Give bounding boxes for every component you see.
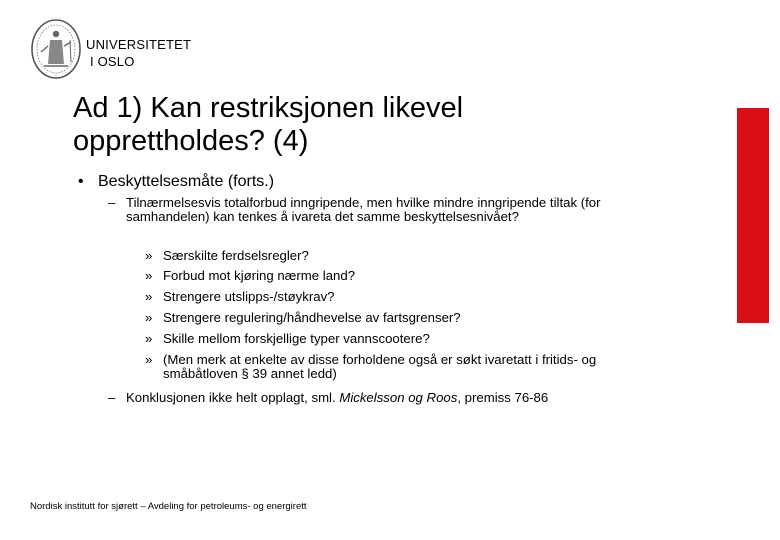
sub-marker: » bbox=[145, 289, 153, 304]
sub-item-3 bbox=[145, 290, 635, 304]
university-name-line2: I OSLO bbox=[90, 54, 135, 69]
footer-text: Nordisk institutt for sjørett – Avdeling for petroleums- og energirett bbox=[30, 501, 307, 512]
dash-item-1 bbox=[108, 196, 628, 223]
sub-item-2-text: Forbud mot kjøring nærme land? bbox=[163, 268, 356, 283]
dash-item-2-text-end: , premiss 76-86 bbox=[457, 390, 549, 405]
sub-item-6-text: (Men merk at enkelte av disse forholdene også er søkt ivaretatt i fritids- og småbåtloven § 39 annet ledd) bbox=[163, 352, 597, 381]
sub-marker: » bbox=[145, 268, 153, 283]
sub-item-4-text: Strengere regulering/håndhevelse av fartsgrenser? bbox=[163, 310, 461, 325]
bullet-item bbox=[78, 172, 274, 191]
dash-marker: – bbox=[108, 195, 116, 210]
sub-item-4 bbox=[145, 311, 635, 325]
sub-marker: » bbox=[145, 310, 153, 325]
bullet-marker: • bbox=[78, 173, 84, 190]
sub-item-5 bbox=[145, 332, 635, 346]
university-name-line1: UNIVERSITETET bbox=[86, 37, 192, 52]
dash-marker: – bbox=[108, 390, 116, 405]
case-name: Mickelsson og Roos bbox=[339, 390, 458, 405]
sub-marker: » bbox=[145, 331, 153, 346]
dash-item-2-text bbox=[108, 391, 628, 405]
sub-item-1 bbox=[145, 249, 635, 263]
sub-item-5-text: Skille mellom forskjellige typer vannscootere? bbox=[163, 331, 430, 346]
university-name bbox=[86, 36, 191, 70]
slide-title-line1: Ad 1) Kan restriksjonen likevel bbox=[73, 92, 464, 124]
sub-marker: » bbox=[145, 352, 153, 367]
dash-item-2-text-start: Konklusjonen ikke helt opplagt, sml. bbox=[126, 390, 340, 405]
sub-item-1-text: Særskilte ferdselsregler? bbox=[163, 248, 309, 263]
dash-item-2 bbox=[108, 391, 628, 405]
bullet-text: Beskyttelsesmåte (forts.) bbox=[98, 173, 275, 190]
accent-bar bbox=[737, 108, 769, 323]
dash-item-1-text: Tilnærmelsesvis totalforbud inngripende, men hvilke mindre inngripende tiltak (for samhandelen) kan tenkes å ivareta det samme beskyttelsesnivået? bbox=[126, 195, 601, 224]
sub-marker: » bbox=[145, 248, 153, 263]
slide-title bbox=[73, 92, 463, 158]
sub-item-2 bbox=[145, 269, 635, 283]
slide-title-line2: opprettholdes? (4) bbox=[73, 125, 309, 157]
university-seal-icon bbox=[30, 18, 82, 80]
sub-item-3-text: Strengere utslipps-/støykrav? bbox=[163, 289, 335, 304]
sub-item-6 bbox=[145, 353, 635, 380]
